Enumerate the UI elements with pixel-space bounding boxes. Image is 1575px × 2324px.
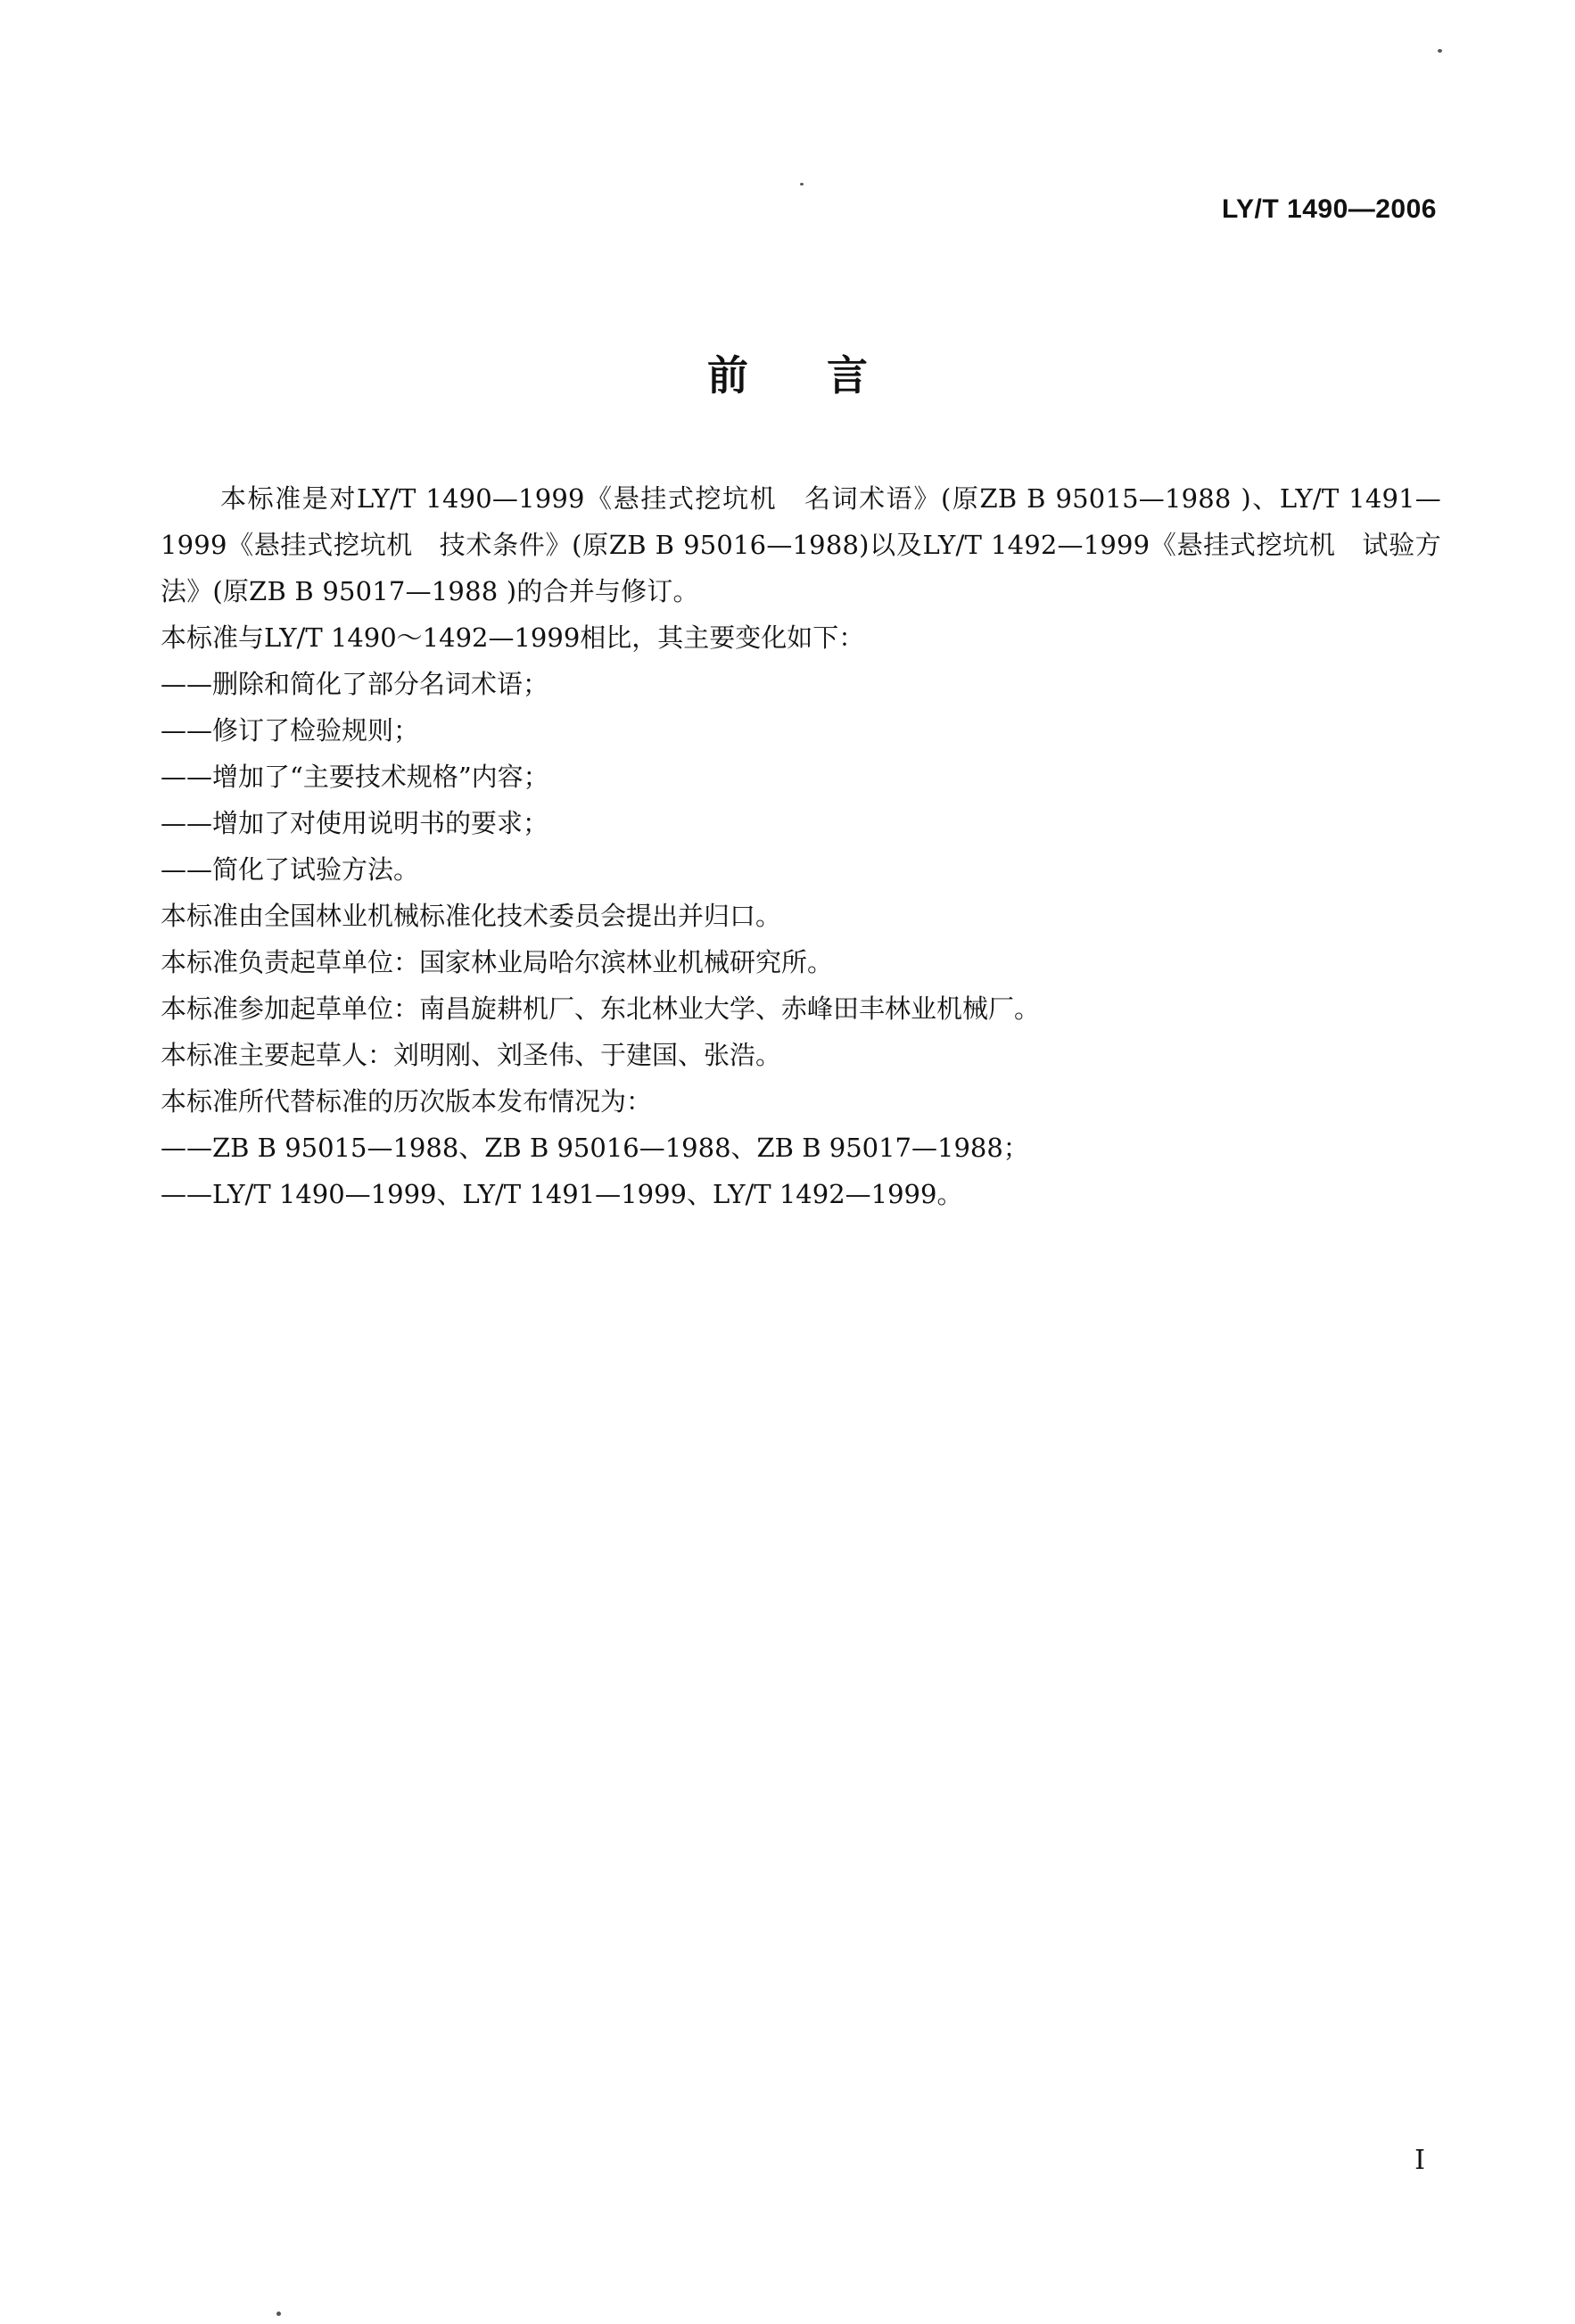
scan-speck	[276, 2312, 281, 2316]
drafters-statement: 本标准主要起草人：刘明刚、刘圣伟、于建国、张浩。	[161, 1040, 782, 1070]
drafting-unit-statement: 本标准负责起草单位：国家林业局哈尔滨林业机械研究所。	[161, 947, 834, 977]
replaced-version-item: ——ZB B 95015—1988、ZB B 95016—1988、ZB B 95017—1988；	[161, 1133, 1029, 1163]
intro-paragraph: 本标准是对LY/T 1490—1999《悬挂式挖坑机 名词术语》(原ZB B 95015—1988 )、LY/T 1491—1999《悬挂式挖坑机 技术条件》(原ZB B 95016—1988)以及LY/T 1492—1999《悬挂式挖坑机 试验方法》(原ZB B 95017—1988 )的合并与修订。	[161, 483, 1441, 606]
replaced-versions-intro: 本标准所代替标准的历次版本发布情况为：	[161, 1086, 653, 1117]
change-item: ——增加了“主要技术规格”内容；	[161, 762, 549, 792]
foreword-body	[161, 475, 1441, 1217]
participating-units-statement: 本标准参加起草单位：南昌旋耕机厂、东北林业大学、赤峰田丰林业机械厂。	[161, 993, 1041, 1024]
change-item: ——简化了试验方法。	[161, 854, 420, 885]
scan-speck	[800, 183, 804, 185]
change-item: ——增加了对使用说明书的要求；	[161, 808, 549, 838]
standard-code: LY/T 1490—2006	[1221, 194, 1437, 224]
page-title: 前言	[707, 351, 946, 400]
replaced-version-item: ——LY/T 1490—1999、LY/T 1491—1999、LY/T 1492—1999。	[161, 1179, 963, 1209]
scan-speck	[1438, 49, 1442, 53]
change-item: ——修订了检验规则；	[161, 715, 420, 746]
page-number: I	[1414, 2145, 1425, 2176]
changes-intro: 本标准与LY/T 1490～1492—1999相比，其主要变化如下：	[161, 622, 865, 653]
change-item: ——删除和简化了部分名词术语；	[161, 669, 549, 699]
proposer-statement: 本标准由全国林业机械标准化技术委员会提出并归口。	[161, 901, 782, 931]
